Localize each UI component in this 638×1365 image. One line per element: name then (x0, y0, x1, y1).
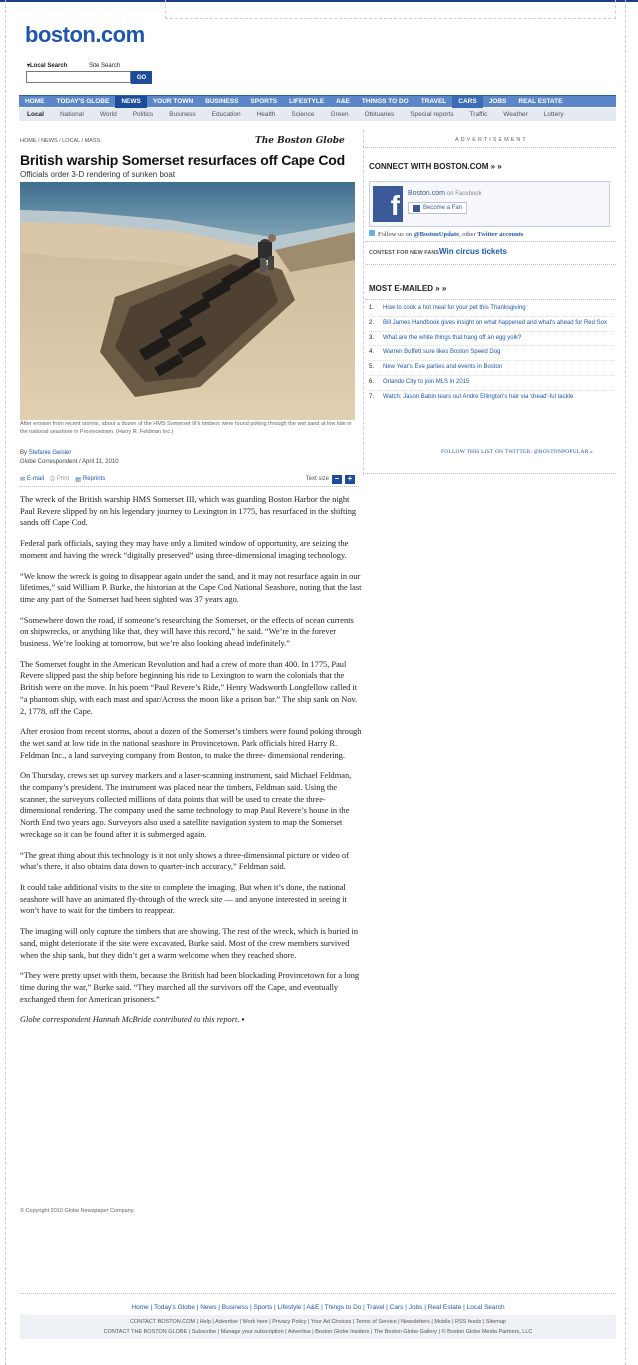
footer-nav[interactable]: Home | Today's Globe | News | Business | Sports | Lifestyle | A&E | Things to Do | Travel | Cars | Jobs | Real Estate | Local Search (131, 1304, 505, 1311)
most-emailed-link[interactable]: What are the white things that hang off an egg yolk? (383, 334, 522, 341)
search-go-button[interactable]: GO (131, 71, 152, 84)
article-body (20, 494, 362, 1032)
follow-prefix: Follow us on (378, 231, 412, 238)
subnav-health[interactable]: Health (256, 111, 276, 118)
reprints-tool[interactable] (75, 476, 105, 483)
nav-sports[interactable]: SPORTS (250, 98, 278, 105)
list-item (369, 379, 614, 391)
author-link[interactable]: Stefanie Geisler (28, 450, 72, 456)
become-fan-label: Become a Fan (423, 205, 463, 211)
contest-label: CONTEST FOR NEW FANS (369, 250, 439, 256)
footer-contact-bostoncom[interactable]: CONTACT BOSTON.COM | Help | Advertise | Work here | Privacy Policy | Your Ad Choices | Terms of Service | Newsletters | Mobile | RSS feeds | Sitemap (130, 1319, 506, 1325)
text-size-label: Text size (305, 476, 329, 482)
most-emailed-link[interactable]: Warren Buffett sure likes Boston Speed Dog (383, 349, 501, 356)
breadcrumb[interactable]: HOME / NEWS / LOCAL / MASS. (20, 138, 102, 144)
article-paragraph: Federal park officials, saying they may have only a limited window of opportunity, are seizing the moment and having the wreck “digitally preserved” using three-dimensional imaging technology. (20, 539, 349, 560)
byline-by: By (20, 450, 28, 456)
facebook-widget (369, 181, 610, 227)
site-search-option[interactable]: Site Search (89, 63, 121, 69)
footer-links (20, 1315, 616, 1339)
subnav-politics[interactable]: Politics (132, 111, 154, 118)
article-paragraph: After erosion from recent storms, about a dozen of the Somerset’s timbers were found poking through the wet sand at low tide in the national seashore in Provincetown. Park officials hired Harry R. Feldman Inc., a land surveying company from Boston, to make the three- dimensional rendering. (20, 727, 362, 760)
shipwreck-photo-image (20, 182, 355, 420)
sidebar-divider (365, 264, 616, 265)
subnav-local[interactable]: Local (27, 111, 44, 118)
page-right-border (625, 0, 626, 1365)
nav-travel[interactable]: TRAVEL (420, 98, 447, 105)
search-options (27, 62, 130, 69)
email-icon: ✉ (20, 476, 26, 483)
list-number: 3. (369, 334, 375, 341)
article-paragraph: “We know the wreck is going to disappear again under the sand, and it may not resurface again in our lifetimes,” said William P. Burke, the historian at the Cape Cod National Seashore, noting that the last time any part of the Somerset had been sighted was 37 years ago. (20, 571, 362, 604)
most-emailed-link[interactable]: How to cook a hot meal for your pet this Thanksgiving (383, 305, 526, 311)
article-paragraph: It could take additional visits to the site to complete the imaging. But when it’s done, the national seashore will have an animated fly-through of the wreck site — and anyone interested in seeing it won’t have to wait for the timbers to reappear. (20, 882, 347, 916)
print-icon: ⎙ (50, 475, 55, 482)
sidebar-divider (365, 241, 616, 242)
list-item (369, 320, 614, 332)
email-tool[interactable] (20, 476, 44, 483)
list-number: 4. (369, 349, 375, 356)
list-item (369, 364, 614, 376)
email-link[interactable]: E-mail (27, 476, 45, 482)
subnav-obituaries[interactable]: Obituaries (364, 111, 395, 118)
main-nav (19, 95, 616, 107)
footer-contact-globe[interactable]: CONTACT THE BOSTON GLOBE | Subscribe | Manage your subscription | Advertise | Boston Globe Insiders | The Boston Globe Gallery | © Boston Globe Media Partners, LLC (103, 1329, 533, 1335)
most-emailed-link[interactable]: New Year's Eve parties and events in Boston (383, 364, 503, 371)
sidebar-divider (365, 147, 616, 148)
nav-news[interactable]: NEWS (115, 96, 147, 108)
most-emailed-link[interactable]: Watch: Jason Babin tears out Andre Ellington's hair via 'dread'-ful tackle (383, 393, 574, 400)
facebook-on-label: on Facebook (446, 191, 482, 197)
contributor-note: Globe correspondent Hannah McBride contributed to this report. ▪ (20, 1015, 245, 1025)
local-search-option[interactable]: ▾Local Search (27, 63, 68, 69)
text-size-control (306, 475, 355, 484)
subnav-weather[interactable]: Weather (503, 111, 528, 118)
subnav-special-reports[interactable]: Special reports (410, 111, 454, 118)
list-item (369, 394, 614, 405)
list-number: 6. (369, 378, 375, 385)
most-emailed-heading[interactable]: MOST E-MAILED » » (369, 284, 447, 293)
contest-link[interactable]: Win circus tickets (438, 247, 507, 256)
subnav-traffic[interactable]: Traffic (469, 111, 488, 118)
list-number: 7. (369, 393, 375, 400)
page-left-border (5, 0, 6, 1365)
nav-todays-globe[interactable]: TODAY'S GLOBE (56, 98, 110, 105)
subnav-national[interactable]: National (59, 111, 84, 118)
print-tool[interactable] (50, 476, 69, 483)
list-item (369, 349, 614, 361)
subnav-green[interactable]: Green (330, 111, 349, 118)
article-paragraph: “The great thing about this technology is it not only shows a three-dimensional picture or video of what’s there, it also obtains data down to quarter-inch accuracy,” Feldman said. (20, 850, 349, 872)
twitter-follow (369, 230, 523, 238)
text-size-increase-button[interactable]: + (345, 475, 355, 484)
list-number: 5. (369, 364, 375, 371)
byline (20, 449, 119, 466)
nav-home[interactable]: HOME (25, 98, 45, 105)
contest-promo (369, 247, 507, 256)
facebook-like-icon (413, 205, 420, 212)
nav-things-to-do[interactable]: THINGS TO DO (361, 98, 409, 105)
nav-business[interactable]: BUSINESS (205, 98, 239, 105)
reprints-icon: ▤ (75, 476, 81, 483)
local-search-label: Local Search (30, 63, 68, 69)
facebook-page-link[interactable]: Boston.com (408, 190, 445, 197)
subnav-science[interactable]: Science (291, 111, 315, 118)
article-headline: British warship Somerset resurfaces off Cape Cod (20, 152, 345, 168)
site-logo[interactable]: boston.com (25, 22, 145, 47)
article-copyright: © Copyright 2010 Globe Newspaper Company. (20, 1208, 135, 1214)
article-paragraph: On Thursday, crews set up survey markers and a laser-scanning instrument, said Michael Feldman, the company’s president. The instrument was placed near the timbers, Feldman said. Using the scanner, the surveyors collected millions of data points that will be used to create the three-dimensional rendering. The company used the same technology to map Paul Revere’s house in the North End two years ago. Surveyors also used a satellite navigation system to map the Somerset wreckage so it can be found after it is submerged again. (20, 771, 352, 839)
text-size-decrease-button[interactable]: – (332, 475, 342, 484)
print-link[interactable]: Print (56, 476, 70, 482)
article-paragraph: The Somerset fought in the American Revolution and had a crew of more than 400. In 1775, Paul Revere slipped past the ship before beginning his ride to Lexington to warn the colonials that the British were on the move. In his poem “Paul Revere’s Ride,” Henry Wadsworth Longfellow called it “a phantom ship, with each mast and spar/Across the moon like a prison bar.” The ship sank on Nov. 2, 1778, off the Cape. (20, 659, 358, 716)
sub-nav (19, 108, 616, 121)
article-paragraph: “They were pretty upset with them, because the British had been blockading Provincetown for a long time during the war,” Burke said. “They marched all the survivors off the Cape, and eventually exchanged them for American prisoners.” (20, 971, 360, 1004)
column-separator (363, 130, 364, 475)
twitter-accounts-link[interactable]: Twitter accounts (477, 231, 524, 238)
footer-divider (20, 1293, 616, 1294)
facebook-title (408, 190, 482, 197)
subnav-business[interactable]: Business (169, 111, 196, 118)
sidebar-divider (365, 473, 616, 474)
article-tools (20, 473, 355, 485)
boston-globe-logo: The Boston Globe (255, 136, 345, 146)
nav-ae[interactable]: A&E (336, 98, 350, 105)
tools-divider (20, 486, 359, 487)
become-fan-button[interactable] (408, 202, 467, 214)
nav-your-town[interactable]: YOUR TOWN (152, 98, 194, 105)
byline-role-date: Globe Correspondent / April 11, 2010 (20, 458, 119, 465)
top-ad-slot (165, 0, 616, 19)
connect-heading[interactable]: CONNECT WITH BOSTON.COM » » (369, 162, 502, 171)
nav-jobs[interactable]: JOBS (488, 98, 507, 105)
subnav-education[interactable]: Education (211, 111, 241, 118)
sidebar-divider (365, 299, 616, 300)
most-emailed-list (369, 305, 614, 408)
article-subhead: Officials order 3-D rendering of sunken boat (20, 170, 176, 179)
most-emailed-link[interactable]: Bill James Handbook gives insight on what happened and what's ahead for Red Sox (383, 319, 607, 326)
nav-lifestyle[interactable]: LIFESTYLE (289, 98, 325, 105)
facebook-icon[interactable]: f (373, 186, 403, 222)
search-input[interactable] (26, 71, 131, 83)
subnav-world[interactable]: World (99, 111, 117, 118)
reprints-link[interactable]: Reprints (82, 476, 106, 482)
most-emailed-twitter-link[interactable]: FOLLOW THIS LIST ON TWITTER: @BOSTONPOPULAR » (441, 449, 593, 455)
list-number: 2. (369, 319, 375, 326)
list-number: 1. (369, 305, 375, 311)
article-paragraph: “Somewhere down the road, if someone’s researching the Somerset, or the effects of ocean currents on shipwrecks, or anything like that, they will have this record,” he said. “We’re in the forever business. We’re looking at tomorrow, but we’re also looking ahead indefinitely.” (20, 615, 354, 649)
most-emailed-link[interactable]: Orlando City to join MLS in 2015 (383, 378, 470, 385)
article-paragraph: The wreck of the British warship HMS Somerset III, which was guarding Boston Harbor the night Paul Revere slipped by on his legendary journey to Lexington in 1775, has resurfaced in the shifting sands off Cape Cod. (20, 495, 357, 528)
subnav-lottery[interactable]: Lottery (543, 111, 564, 118)
nav-real-estate[interactable]: REAL ESTATE (518, 98, 563, 105)
photo-caption: After erosion from recent storms, about a dozen of the HMS Somerset III's timbers were found poking through the wet sand at low tide in the national seashore in Provincetown. (Harry R. Feldman Inc.) (20, 421, 352, 435)
twitter-handle-link[interactable]: @BostonUpdate (413, 231, 459, 238)
article-paragraph: The imaging will only capture the timbers that are showing. The rest of the wreck, which is buried in sand, might deteriorate if the site were excavated, Burke said. Most of the crew members survived when the ship sank, but they didn’t get a warm welcome when they reached shore. (20, 927, 359, 960)
follow-mid: , other (459, 231, 476, 238)
list-item (369, 335, 614, 347)
advertisement-label: ADVERTISEMENT (455, 137, 528, 143)
list-item (369, 305, 614, 317)
twitter-icon (369, 230, 375, 236)
article-photo (20, 182, 355, 420)
nav-cars[interactable]: CARS (452, 96, 482, 108)
